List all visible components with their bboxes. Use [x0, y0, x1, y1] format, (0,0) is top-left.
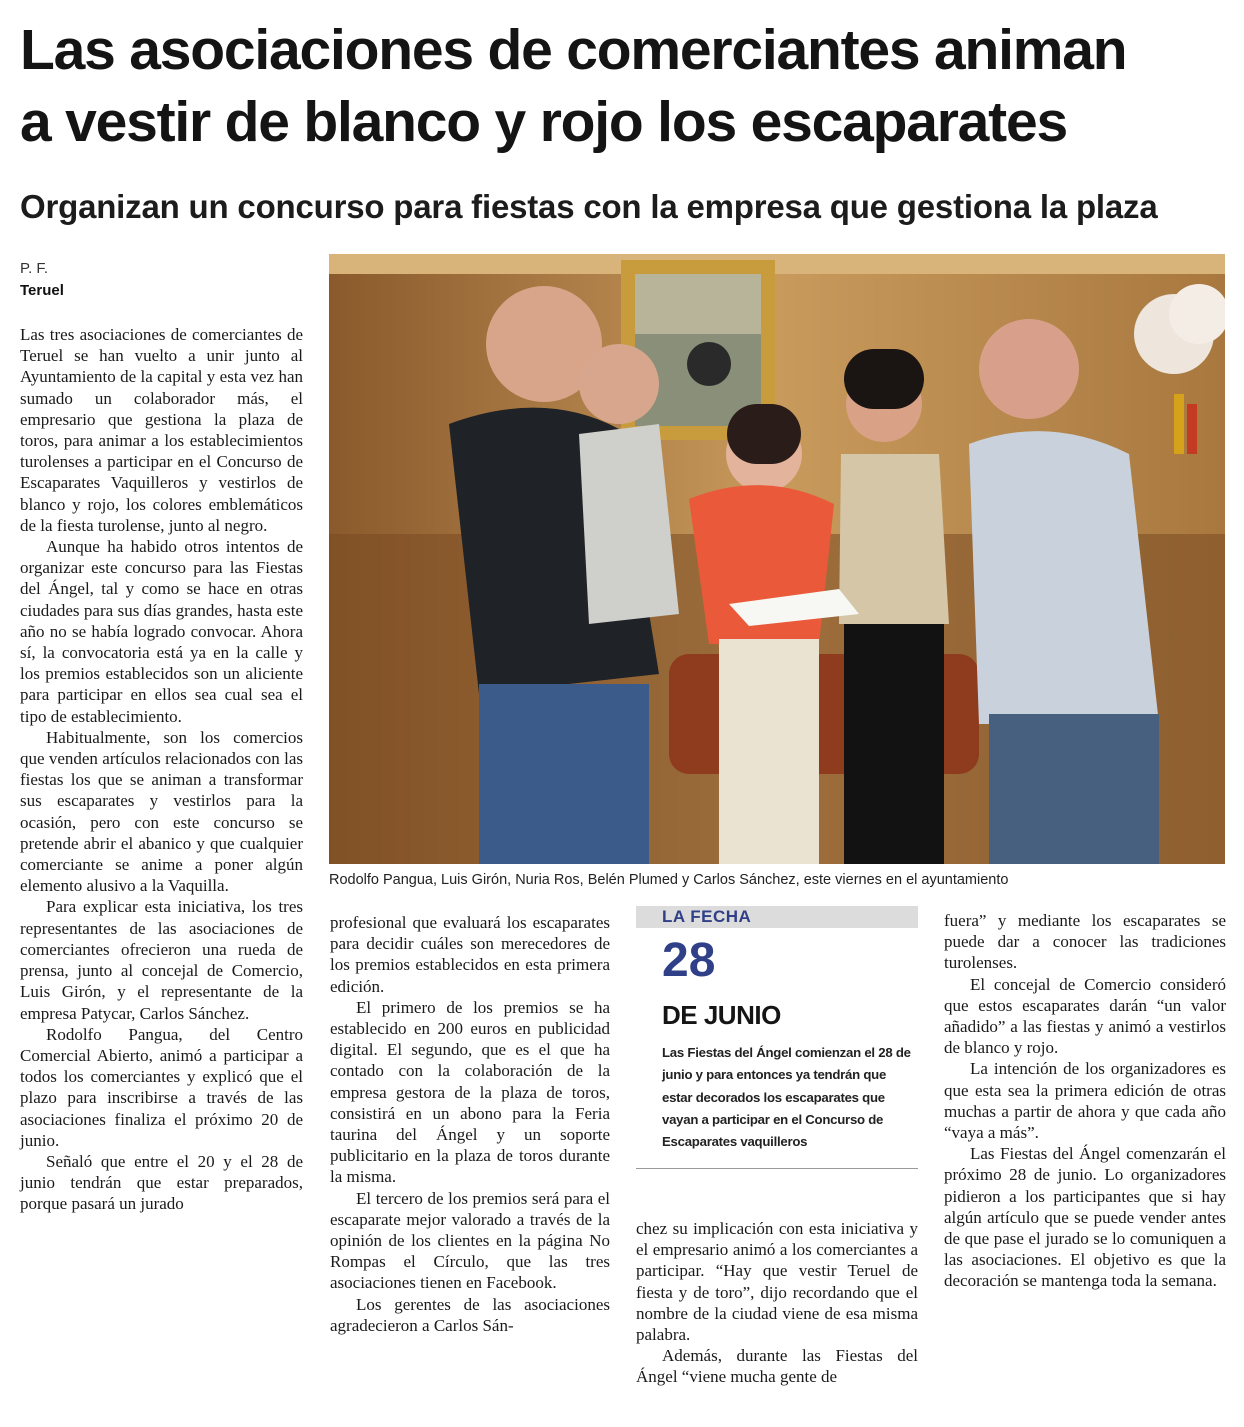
byline-location: Teruel	[20, 282, 64, 299]
paragraph: Las Fiestas del Ángel comenzarán el próximo 28 de junio. Lo organizadores pidieron a los participantes que si hay algún artículo que se puede vender antes de que pase el jurado se lo comuniquen a las asociaciones. El objetivo es que la decoración se mantenga toda la semana.	[944, 1144, 1226, 1291]
paragraph: La intención de los organizadores es que esta sea la primera edición de otras muchas a partir de ahora y que cada año “vaya a más”.	[944, 1059, 1226, 1143]
paragraph: profesional que evaluará los escaparates para decidir cuáles son merecedores de los premios establecidos en esta primera edición.	[330, 913, 610, 996]
body-column-3	[636, 1218, 918, 1388]
paragraph: Las tres asociaciones de comerciantes de Teruel se han vuelto a unir junto al Ayuntamiento de la capital y esta vez han sumado un colaborador más, el empresario que gestiona la plaza de toros, para animar a los establecimientos turolenses a participar en el Concurso de Escaparates Vaquilleros y vestirlos de blanco y rojo, los colores emblemáticos de la fiesta turolense, junto al negro.	[20, 325, 303, 535]
paragraph: Aunque ha habido otros intentos de organizar este concurso para las Fiestas del Ángel, tal y como se hace en otras ciudades para sus días grandes, hasta este año no se había logrado convocar. Ahora sí, la convocatoria está ya en la calle y los premios establecidos son un aliciente para participar en ellos sea cual sea el tipo de establecimiento.	[20, 537, 303, 726]
body-column-2	[330, 912, 610, 1336]
sidebar-divider	[636, 1168, 918, 1169]
paragraph: El primero de los premios se ha establecido en 200 euros en publicidad digital. El segundo, que es el que ha contado con la colaboración de la empresa gestora de la plaza de toros, consistirá en un abono para la Feria taurina del Ángel y un soporte publicitario en la plaza de toros durante la misma.	[330, 997, 610, 1187]
paragraph: El tercero de los premios será para el escaparate mejor valorado a través de la opinión de los clientes en la página No Rompas el Círculo, que las tres asociaciones tienen en Facebook.	[330, 1188, 610, 1293]
sidebar-label: LA FECHA	[636, 906, 918, 928]
body-column-1	[20, 324, 303, 1215]
subheadline: Organizan un concurso para fiestas con la empresa que gestiona la plaza	[20, 188, 1158, 225]
headline-line-1: Las asociaciones de comerciantes animan	[20, 18, 1127, 82]
byline	[20, 258, 64, 302]
paragraph: Señaló que entre el 20 y el 28 de junio tendrán que estar preparados, porque pasará un jurado	[20, 1151, 303, 1214]
date-sidebar	[636, 906, 918, 1170]
paragraph: El concejal de Comercio consideró que estos escaparates darán “un valor añadido” a las fiestas y animó a vestirlos de blanco y rojo.	[944, 974, 1226, 1058]
byline-author: P. F.	[20, 260, 49, 277]
paragraph: Además, durante las Fiestas del Ángel “viene mucha gente de	[636, 1346, 918, 1387]
news-photo	[329, 254, 1225, 864]
press-conference-photo	[329, 254, 1225, 864]
paragraph: Para explicar esta iniciativa, los tres representantes de las asociaciones de comerciantes ofrecieron una rueda de prensa, junto al concejal de Comercio, Luis Girón, y el representante de la empresa Patycar, Carlos Sánchez.	[20, 897, 303, 1023]
headline-line-2: a vestir de blanco y rojo los escaparates	[20, 90, 1067, 154]
photo-caption: Rodolfo Pangua, Luis Girón, Nuria Ros, Belén Plumed y Carlos Sánchez, este viernes en el ayuntamiento	[329, 872, 1009, 888]
paragraph: Los gerentes de las asociaciones agradecieron a Carlos Sán-	[330, 1294, 610, 1335]
headline	[20, 14, 1220, 158]
paragraph: Rodolfo Pangua, del Centro Comercial Abierto, animó a participar a todos los comerciantes y explicó que el plazo para inscribirse a través de las asociaciones finaliza el próximo 20 de junio.	[20, 1024, 303, 1150]
body-column-4	[944, 910, 1226, 1292]
paragraph: fuera” y mediante los escaparates se puede dar a conocer las tradiciones turolenses.	[944, 911, 1226, 973]
sidebar-text: Las Fiestas del Ángel comienzan el 28 de junio y para entonces ya tendrán que estar decorados los escaparates que vayan a participar en el Concurso de Escaparates vaquilleros	[662, 1045, 911, 1150]
paragraph: Habitualmente, son los comercios que venden artículos relacionados con las fiestas los que se animan a transformar sus escaparates y vestirlos para la ocasión, pero con este concurso se pretende abrir el abanico y que cualquier comerciante se anime a poner algún elemento alusivo a la Vaquilla.	[20, 727, 303, 896]
paragraph: chez su implicación con esta iniciativa y el empresario animó a los comerciantes a participar. “Hay que vestir Teruel de fiesta y de toro”, dijo recordando que el nombre de la ciudad viene de esa misma palabra.	[636, 1219, 918, 1345]
sidebar-unit: DE JUNIO	[662, 1000, 781, 1030]
sidebar-number: 28	[662, 934, 716, 987]
